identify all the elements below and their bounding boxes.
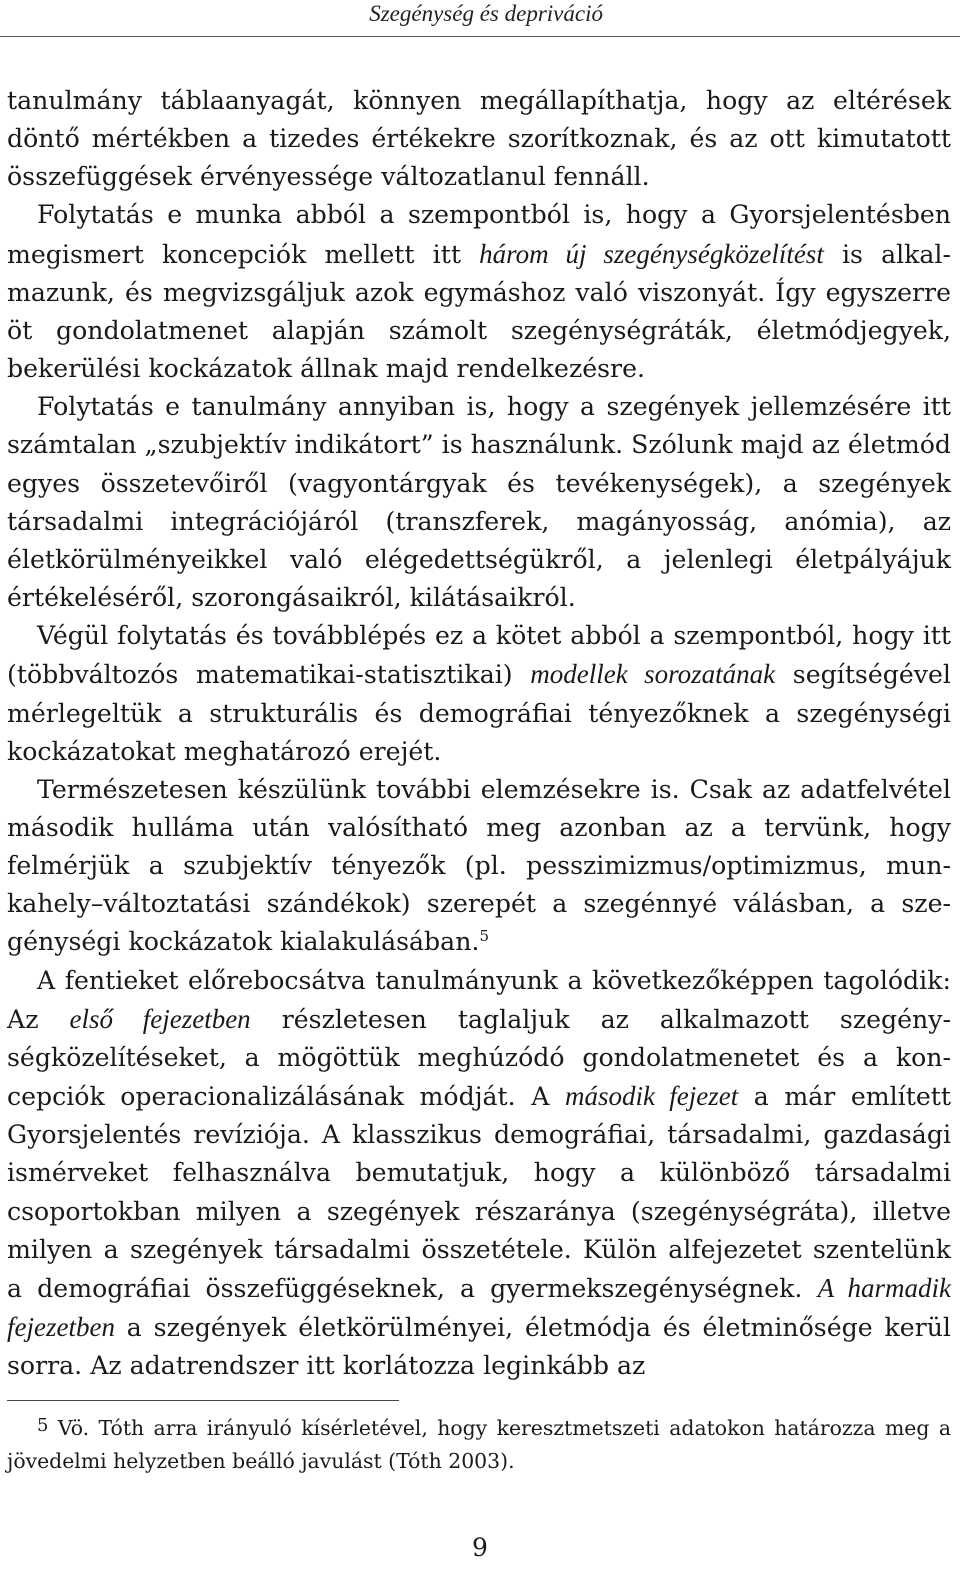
paragraph-6-emphasis-2: második fejezet	[564, 1081, 739, 1112]
footnote-marker: 5	[37, 1415, 49, 1436]
paragraph-6-text-b: részletesen taglaljuk az alkalmazott szegénységközelítéseket, a mögöttük meghúzódó gondolatmenetet és a koncepciók operacionalizálásának módját. A	[7, 1004, 951, 1112]
paragraph-5	[7, 771, 951, 962]
paragraph-2	[7, 196, 951, 388]
paragraph-4-text-b: segítségével mérlegeltük a strukturális és demográfiai tényezőknek a szegénységi kockázatokat meghatározó erejét.	[7, 660, 951, 766]
page-number: 9	[472, 1533, 488, 1562]
body-text	[7, 82, 951, 1385]
paragraph-6-text-c: a már említett Gyorsjelentés revíziója. A klasszikus demográfiai, társadalmi, gazdasági ismérveket felhasználva bemutatjuk, hogy a különböző társadalmi csoportokban milyen a szegények részaránya (szegénységráta), illetve milyen a szegények társadalmi összetétele. Külön alfejezetet szentelünk a demográfiai összefüggéseknek, a gyermekszegénységnek.	[7, 1082, 951, 1303]
paragraph-2-text-a: Folytatás e munka abból a szempontból is, hogy a Gyorsjelentésben megismert koncepciók mellett itt	[7, 200, 951, 269]
paragraph-4	[7, 617, 951, 771]
footnote-text: Vö. Tóth arra irányuló kísérletével, hogy keresztmetszeti adatokon határozza meg a jövedelmi helyzetben beálló javulást (Tóth 2003).	[7, 1416, 951, 1473]
paragraph-2-emphasis: három új szegénységközelítést	[479, 238, 824, 269]
paragraph-4-text-a: Végül folytatás és továbblépés ez a kötet abból a szempontból, hogy itt (többváltozós matematikai-statisztikai)	[7, 621, 951, 690]
paragraph-6	[7, 962, 951, 1386]
footnote-reference[interactable]: 5	[479, 927, 489, 946]
paragraph-3-text: Folytatás e tanulmány annyiban is, hogy a szegények jellemzésére itt számtalan „szubjektív indikátort” is használunk. Szólunk majd az életmód egyes összetevőiről (vagyontárgyak és tevékenységek), a szegények társadalmi integrációjáról (transzferek, magányosság, anómia), az életkörülményeikkel való elégedettségükről, a jelenlegi életpályájuk értékeléséről, szorongásaikról, kilátásaikról.	[7, 392, 951, 613]
paragraph-3	[7, 388, 951, 617]
footnote-rule	[7, 1400, 399, 1401]
paragraph-2-text-b: is alkalmazunk, és megvizsgáljuk azok egymáshoz való viszonyát. Így egyszerre öt gondolatmenet alapján számolt szegénységráták, életmódjegyek, bekerülési kockázatok állnak majd rendelkezésre.	[7, 239, 952, 384]
paragraph-6-emphasis-1: első fejezetben	[69, 1003, 251, 1034]
paragraph-6-text-d: a szegények életkörülményei, életmódja és életminősége kerül sorra. Az adatrendszer itt korlátozza leginkább az	[7, 1313, 951, 1381]
header-rule	[0, 36, 960, 37]
paragraph-5-text: Természetesen készülünk további elemzésekre is. Csak az adatfelvétel második hulláma után valósítható meg azonban az a tervünk, hogy felmérjük a szubjektív tényezők (pl. pesszimizmus/optimizmus, munkahely–változtatási szándékok) szerepét a szegénnyé válásban, a szegénységi kockázatok kialakulásában.	[7, 774, 951, 957]
footnote	[7, 1412, 951, 1478]
paragraph-6-emphasis-3: A harmadik fejezetben	[7, 1272, 951, 1342]
paragraph-4-emphasis: modellek sorozatának	[530, 659, 776, 690]
paragraph-1	[7, 82, 951, 196]
running-header: Szegénység és depriváció	[369, 1, 603, 26]
paragraph-6-text-a: A fentieket előrebocsátva tanulmányunk a következőképpen tagolódik: Az	[7, 965, 951, 1034]
paragraph-1-text: tanulmány táblaanyagát, könnyen megállapíthatja, hogy az eltérések döntő mértékben a tizedes értékekre szorítkoznak, és az ott kimutatott összefüggések érvényessége változatlanul fennáll.	[7, 86, 951, 192]
